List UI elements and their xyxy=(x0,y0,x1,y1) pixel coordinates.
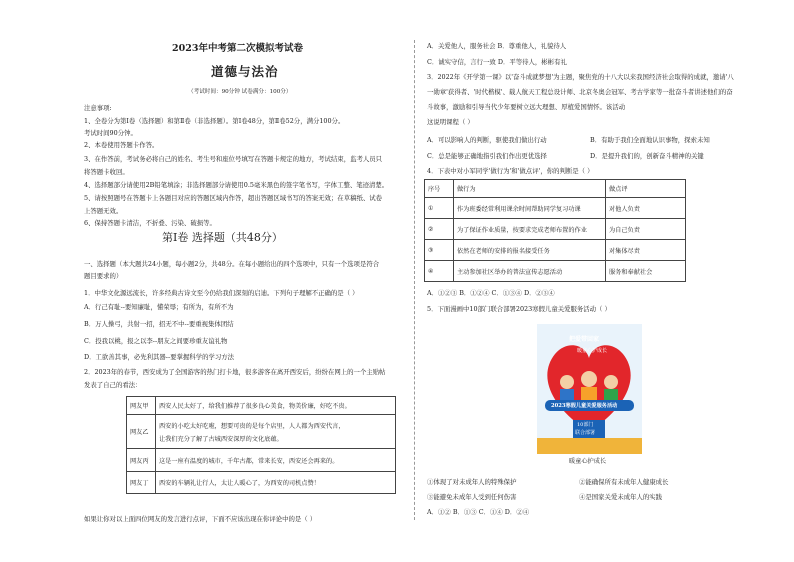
section-instructions: 题目要求的） xyxy=(84,272,123,280)
section-instructions: 一、选择题（本大题共24小题，每小题2分，共48分。在每小题给出的四个选项中，只有一个选项是符合 xyxy=(84,260,380,268)
q1-option-d: D．工欲善其事，必先利其器--要掌握科学的学习方法 xyxy=(84,353,235,361)
q2-comment-line: 西安的小吃太好吃啦，想要可贵的是每个店里，人人都为西安代言， xyxy=(159,423,345,430)
q5-answers: A．①② B．①③ C．①④ D．②④ xyxy=(427,508,530,516)
q1-option-b: B．万人操弓，共射一招，招无不中--要重视集体团结 xyxy=(84,320,234,328)
note-line: 上答题无效。 xyxy=(84,207,123,215)
column-divider xyxy=(414,40,415,520)
poster-sign: 10部门 xyxy=(577,422,594,428)
table-row xyxy=(127,449,396,472)
q3-option-a: A．可以影响人的判断，驱使我们做出行动 xyxy=(427,136,547,144)
q5-option-1: ①体现了对未成年人的特殊保护 xyxy=(427,478,517,486)
q4-header-eval: 做点评 xyxy=(606,180,686,198)
q4-act: 依然在老师的安排的报名接受任务 xyxy=(454,240,606,261)
q5-option-3: ③能避免未成年人受到任何伤害 xyxy=(427,493,517,501)
q4-num: ① xyxy=(425,198,454,219)
q3-stem: 一勋章'获得者、'时代楷模'、载人航天工程总设计师、北京冬奥会冠军、考古学家等一批奋斗者讲述他们的奋 xyxy=(427,88,733,96)
q5-option-2: ②能确保所有未成年人健康成长 xyxy=(579,478,669,486)
q3-option-d: D．是提升我们的，创新奋斗精神的关键 xyxy=(590,152,704,160)
note-line: 1、全卷分为第Ⅰ卷（选择题）和第Ⅱ卷（非选择题）。第Ⅰ卷48分，第Ⅱ卷52分，满分100分。 xyxy=(84,117,345,125)
q4-stem: 4．下表中对小军同学'做行为'和'做点评'，你的判断是（ ） xyxy=(427,167,594,175)
q2-options-line: A．关爱他人，服务社会 B．尊重他人，礼貌待人 xyxy=(427,42,567,50)
q4-act: 为了保证作业质量，按要求完成老师布置的作业 xyxy=(454,219,606,240)
q2-comment: 这是一座有温度的城市，千年古都，常来长安，西安还会再来的。 xyxy=(156,449,396,472)
q4-eval: 对他人负责 xyxy=(606,198,686,219)
q4-table xyxy=(424,179,686,282)
q2-comment-line: 让我们充分了解了古城西安深厚的文化底蕴。 xyxy=(159,436,283,443)
note-line: 4、选择题部分请使用2B铅笔填涂；非选择题部分请使用0.5毫米黑色的签字笔书写，字体工整、笔迹清楚。 xyxy=(84,181,389,189)
q2-stem: 发表了自己的看法： xyxy=(84,381,142,389)
q2-who: 网友丁 xyxy=(127,472,156,494)
note-line: 考试时间90分钟。 xyxy=(84,129,137,137)
section-title: 第Ⅰ卷 选择题（共48分） xyxy=(162,231,283,244)
table-row xyxy=(127,472,396,494)
poster-sub-text: 暖童心护成长 xyxy=(577,348,608,354)
q2-comment: 西安人民太好了，给我们推荐了很多良心美食，物美价廉，好吃不贵。 xyxy=(156,397,396,415)
q4-act: 作为班委经常利用课余时间帮助同学复习功课 xyxy=(454,198,606,219)
q5-option-4: ④是国家关爱未成年人的实践 xyxy=(579,493,663,501)
q3-option-b: B．有助于我们全面地认识事物，探索未知 xyxy=(590,136,710,144)
poster-caption: 暖童心护成长 xyxy=(569,458,607,465)
table-row xyxy=(127,415,396,449)
q1-option-c: C．投我以桃，报之以李--朋友之间要珍重友谊礼物 xyxy=(84,337,228,345)
note-line: 6、保持答题卡清洁，不折叠、污染、破损等。 xyxy=(84,219,216,227)
q4-num: ③ xyxy=(425,240,454,261)
q2-table xyxy=(126,396,396,494)
q3-stem: 斗故事，激励和引导当代少年要树立远大理想、厚植爱国情怀。该活动 xyxy=(427,103,626,111)
exam-info: （考试时间：90分钟 试卷满分：100分） xyxy=(188,89,292,95)
q1-stem: 1．中华文化源远流长，许多经典古诗文至今仍给我们深刻的启迪。下列句子理解不正确的是（ ） xyxy=(84,289,359,297)
q4-num: ④ xyxy=(425,261,454,282)
notes-title: 注意事项: xyxy=(84,104,112,112)
table-row xyxy=(425,198,686,219)
table-row xyxy=(425,219,686,240)
table-header-row xyxy=(425,180,686,198)
note-line: 将答题卡收回。 xyxy=(84,168,129,176)
table-row xyxy=(127,397,396,415)
exam-title: 2023年中考第二次模拟考试卷 xyxy=(172,43,303,54)
q4-eval: 服务和奉献社会 xyxy=(606,261,686,282)
subject-title: 道德与法治 xyxy=(211,64,279,79)
q2-question: 如果让你对以上面四位网友的发言进行点评，下面不应该出现在你评论中的是（ ） xyxy=(84,515,317,523)
q4-eval: 为自己负责 xyxy=(606,219,686,240)
note-line: 5、请按照题号在答题卡上各题目对应的答题区域内作答，超出答题区域书写的答案无效；在草稿纸、试卷 xyxy=(84,194,383,202)
note-line: 3、在作答前，考试务必将自己的姓名、考生号和座位号填写在答题卡规定的地方，考试结束，监考人员只 xyxy=(84,155,383,163)
q3-stem: 3．2022年《开学第一课》以'奋斗成就梦想'为主题，聚焦党的十八大以来我国经济社会取得的成就，邀请'八 xyxy=(427,73,734,81)
q1-option-a: A．行己有耻--要知廉耻，懂荣辱；有所为，有所不为 xyxy=(84,303,234,311)
poster-sign: 联合部署 xyxy=(575,430,596,436)
q4-header-act: 做行为 xyxy=(454,180,606,198)
q4-act: 主动参加社区举办的普法宣传志愿活动 xyxy=(454,261,606,282)
note-line: 2、本卷使用答题卡作答。 xyxy=(84,141,159,149)
q4-num: ② xyxy=(425,219,454,240)
q2-who: 网友甲 xyxy=(127,397,156,415)
q3-option-c: C．总是能够正确地指引我们作出更优选择 xyxy=(427,152,547,160)
q2-who: 网友丙 xyxy=(127,449,156,472)
q2-comment: 西安的车辆礼让行人，太让人暖心了，为西安的司机点赞！ xyxy=(156,472,396,494)
poster-graphic xyxy=(537,324,642,470)
poster-top-text: 把爱带回家 xyxy=(569,336,600,343)
table-row xyxy=(425,240,686,261)
q4-header-num: 序号 xyxy=(425,180,454,198)
q2-who: 网友乙 xyxy=(127,415,156,449)
q4-answers: A．①②③ B．①②④ C．①③④ D．②③④ xyxy=(427,289,555,297)
q2-comment xyxy=(156,415,396,449)
table-row xyxy=(425,261,686,282)
poster-illustration xyxy=(537,324,642,470)
q5-stem: 5．下面漫画中10部门联合部署2023寒假儿童关爱服务活动（ ） xyxy=(427,305,611,313)
q3-stem: 这说明课程（ ） xyxy=(427,118,474,126)
q2-stem: 2．2023年的春节，西安成为了全国游客的热门打卡地，很多游客在离开西安后，纷纷在网上的一个主贴帖 xyxy=(84,368,386,376)
q2-options-line: C．诚实守信，言行一致 D．平等待人，彬彬有礼 xyxy=(427,58,567,66)
poster-banner: 2023寒假儿童关爱服务活动 xyxy=(551,403,618,409)
q4-eval: 对集体尽责 xyxy=(606,240,686,261)
